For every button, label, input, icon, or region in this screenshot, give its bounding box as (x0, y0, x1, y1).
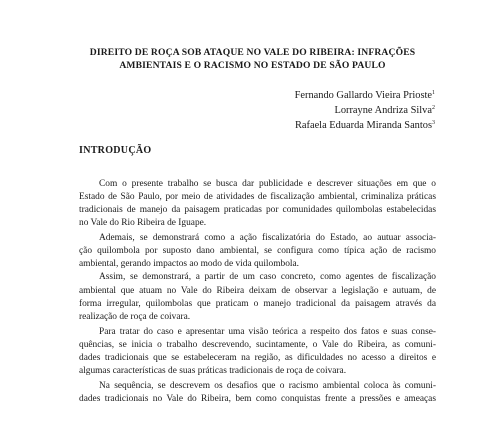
paragraph-1 (79, 178, 436, 230)
paragraph-5 (79, 380, 436, 406)
body-text (79, 178, 436, 406)
text-line: dades tradicionais que se estabeleceram na região, as dificuldades no acesso a direitos e (79, 352, 436, 363)
footnote-marker[interactable]: 1 (432, 90, 435, 96)
text-line: algumas características de suas práticas tradicionais de roça de coivara. (79, 365, 347, 376)
author-name: Lorrayne Andriza Silva (334, 105, 432, 116)
author-3 (295, 118, 435, 133)
paper-title (60, 46, 445, 72)
paragraph-2 (79, 232, 436, 271)
author-name: Rafaela Eduarda Miranda Santos (294, 120, 432, 131)
author-1 (295, 88, 435, 103)
text-line: Com o presente trabalho se busca dar publicidade e descrever situações em que o (99, 179, 436, 189)
text-line: realização de roça de coivara. (79, 311, 191, 322)
footnote-marker[interactable]: 2 (432, 105, 435, 111)
text-line: ambiental, gerando impactos ao modo de vida quilombola. (79, 259, 299, 270)
text-line: tradicionais de manejo da paisagem praticadas por comunidades quilombolas estabelecidas (79, 205, 436, 216)
text-line: ambiental que atuam no Vale do Ribeira deixam de observar a legislação e autuam, de (79, 285, 436, 296)
text-line: Para tratar do caso e apresentar uma visão teórica a respeito dos fatos e suas conse- (99, 326, 436, 337)
author-list (295, 88, 435, 133)
section-heading: INTRODUÇÃO (79, 145, 152, 156)
paper-title-line-1: DIREITO DE ROÇA SOB ATAQUE NO VALE DO RIBEIRA: INFRAÇÕES (89, 47, 416, 58)
footnote-marker[interactable]: 3 (432, 120, 435, 126)
paper-title-line-2: AMBIENTAIS E O RACISMO NO ESTADO DE SÃO PAULO (119, 60, 386, 71)
text-line: forma irregular, quilombolas que praticam o manejo tradicional da paisagem através da (79, 298, 436, 309)
text-line: quências, se inicia o trabalho descrevendo, sucintamente, o Vale do Ribeira, as comuni- (79, 339, 436, 350)
text-line: Estado de São Paulo, por meio de atividades de fiscalização ambiental, criminaliza práticas (79, 192, 436, 203)
author-2 (295, 103, 435, 118)
text-line: dades tradicionais no Vale do Ribeira, bem como conquistas frente a pressões e ameaças (79, 393, 436, 404)
text-line: no Vale do Rio Ribeira de Iguape. (79, 218, 207, 229)
text-line: ção quilombola por suposto dano ambiental, se configura como típica ação de racismo (79, 246, 436, 257)
paragraph-4 (79, 326, 436, 378)
paragraph-3 (79, 271, 436, 323)
author-name: Fernando Gallardo Vieira Prioste (294, 90, 432, 101)
text-line: Assim, se demonstrará, a partir de um caso concreto, como agentes de fiscalização (99, 272, 436, 283)
text-line: Ademais, se demonstrará como a ação fiscalizatória do Estado, ao autuar associa- (99, 233, 436, 244)
text-line: Na sequência, se descrevem os desafios que o racismo ambiental coloca às comuni- (99, 380, 436, 391)
